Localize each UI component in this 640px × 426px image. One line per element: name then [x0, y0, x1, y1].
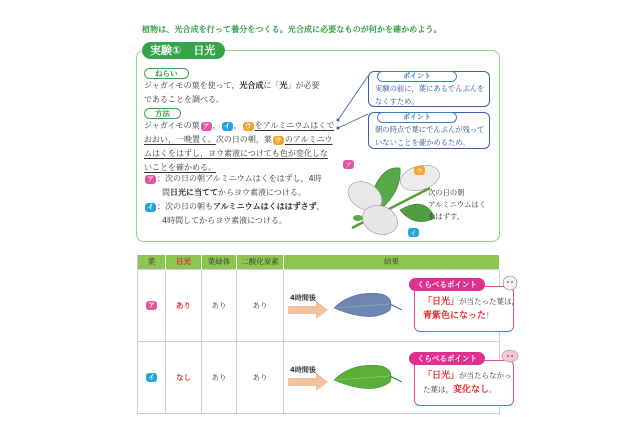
point-label: ポイント [377, 112, 457, 123]
step-a-text: からヨウ素液につける。 [218, 188, 306, 197]
point-box-2 [368, 112, 490, 149]
step-a-text: ：次の日の朝アルミニウムはくをはずし，4時 [157, 174, 322, 183]
method-underlined: をアルミニウムはくで [254, 121, 335, 130]
cell-sunlight: あり [166, 269, 202, 341]
step-i-text: ， [316, 202, 325, 211]
mascot-icon [500, 346, 520, 366]
badge-a: ア [345, 161, 352, 169]
cell-co2: あり [237, 341, 284, 413]
aim-bold: 光合成 [239, 81, 264, 90]
compare-part: ！ [486, 310, 494, 320]
intro-text: 植物は、光合成を行って養分をつくる。光合成に必要なものが何かを確かめよう。 [142, 25, 442, 34]
leaf-blue-icon [332, 288, 404, 324]
method-part: ジャガイモの葉 [144, 121, 200, 130]
header-sunlight: 日光 [166, 255, 202, 269]
experiment-number: 実験① [150, 44, 182, 57]
compare-box [414, 279, 520, 332]
arrow-head-icon [316, 373, 328, 391]
step-i-bold: アルミニウムはくははずさず [213, 202, 317, 211]
step-i-text: 4時間してからヨウ素液につける。 [162, 216, 287, 225]
aim-text-part: に「 [263, 81, 280, 90]
caption-line: アルミニウムはく [428, 200, 487, 209]
badge-u: ウ [273, 136, 284, 145]
compare-bold: 「日光」 [423, 296, 460, 307]
compare-label: くらべるポイント [409, 352, 485, 365]
step-a-text: 間 [162, 188, 170, 197]
method-part: 次の日の朝，葉 [215, 135, 272, 144]
caption-line: をはずす。 [428, 212, 464, 221]
compare-part: 。 [489, 384, 497, 394]
point-line: 実験の前に，葉にあるでんぷんを [375, 84, 485, 93]
point-box-1 [368, 71, 490, 107]
aim-text-part: 」が必要 [287, 81, 320, 90]
arrow-head-icon [316, 301, 328, 319]
badge-i: イ [145, 203, 156, 212]
compare-bold: 変化なし [453, 384, 490, 395]
table-row [138, 341, 500, 413]
point-line: いないことを確かめるため。 [375, 138, 470, 147]
compare-part: が当たらなかっ [459, 370, 512, 380]
cell-result [284, 341, 512, 413]
step-i-text: ：次の日の朝も [157, 202, 213, 211]
aim-bold: 光 [279, 81, 288, 90]
step-a [144, 172, 354, 200]
compare-text [423, 369, 512, 397]
step-a-bold: 日光に当てて [170, 188, 218, 197]
point-line: なくすため。 [375, 97, 419, 106]
badge-a: ア [145, 175, 156, 184]
compare-label: くらべるポイント [409, 278, 485, 291]
arrow-label: 4時間後 [290, 365, 316, 374]
results-table [137, 255, 520, 414]
arrow [288, 293, 328, 319]
compare-bold: 「日光」 [423, 370, 460, 381]
cell-result [284, 269, 520, 341]
cell-chloroplast: あり [202, 269, 237, 341]
method-underlined: のアルミニウ [284, 135, 333, 144]
method-label: 方法 [144, 108, 181, 119]
aim-text-part: ジャガイモの葉を使って， [144, 81, 240, 90]
cell-leaf [138, 341, 166, 413]
arrow-icon [288, 306, 318, 314]
experiment-title [142, 42, 225, 59]
header-chloroplast: 葉緑体 [202, 255, 237, 269]
point-text [375, 82, 484, 108]
header-co2: 二酸化炭素 [237, 255, 284, 269]
badge-i: イ [146, 373, 157, 382]
compare-part: が当たった葉は， [459, 296, 520, 306]
badge-u: ウ [416, 167, 423, 175]
experiment-name: 日光 [193, 44, 216, 57]
method-underlined: ムはくをはずし，ヨウ素液につけても色が変化しな [144, 149, 328, 158]
illustration-caption [428, 187, 486, 223]
method-text: ジャガイモの葉 ア ， イ ， ウ をアルミニウムはくで おおい，一晩置く。次の日の朝，葉 ウ のアルミニウ ムはくをはずし，ヨウ素液につけても色が変化しな いことを確かめる。 [144, 121, 335, 172]
badge-a: ア [201, 122, 212, 131]
leaf-green-icon [332, 360, 404, 396]
badge-a: ア [146, 301, 157, 310]
badge-i: イ [410, 229, 417, 237]
arrow-icon [288, 378, 318, 386]
compare-box [414, 353, 514, 406]
arrow [288, 365, 328, 391]
table-header-row [138, 255, 500, 269]
badge-u: ウ [243, 122, 254, 131]
compare-part: た葉は， [423, 384, 453, 394]
point-label: ポイント [377, 71, 457, 82]
aim-text-part: であることを調べる。 [144, 95, 224, 104]
cell-sunlight: なし [166, 341, 202, 413]
arrow-label: 4時間後 [290, 293, 316, 302]
step-i [144, 200, 354, 228]
mascot-icon [500, 272, 520, 292]
table-row [138, 269, 500, 341]
cell-leaf [138, 269, 166, 341]
header-result: 結果 [284, 255, 500, 269]
aim-label: ねらい [144, 68, 189, 79]
cell-chloroplast: あり [202, 341, 237, 413]
point-line: 朝の時点で葉にでんぷんが残って [375, 125, 485, 134]
header-leaf: 葉 [138, 255, 166, 269]
method-underlined: おおい，一晩置く。 [144, 135, 216, 144]
compare-text [423, 295, 519, 323]
method-underlined: いことを確かめる。 [144, 163, 216, 172]
aim-text [144, 79, 344, 107]
compare-bold: 青紫色になった [423, 310, 487, 321]
point-text [375, 123, 484, 149]
cell-co2: あり [237, 269, 284, 341]
caption-line: 次の日の朝 [428, 188, 465, 197]
badge-i: イ [222, 122, 233, 131]
